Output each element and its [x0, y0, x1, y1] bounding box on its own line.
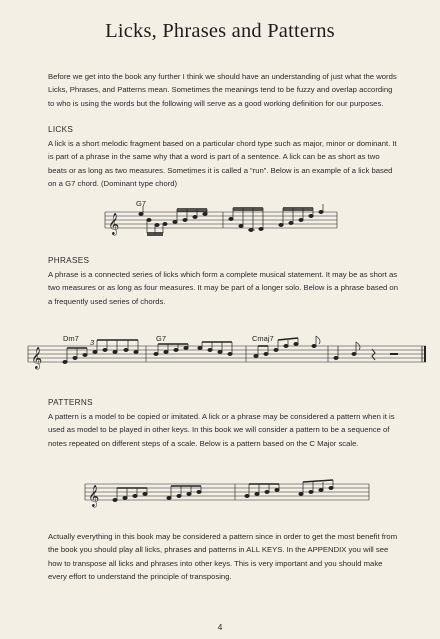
- treble-clef-icon: 𝄞: [108, 214, 120, 235]
- phrases-paragraph: A phrase is a connected series of licks which form a complete musical statement. It may be as short as two measures or as long as four measures. It may be part of a longer solo. Below is a phrase based on a frequently used series of chords.: [48, 270, 398, 306]
- chord-symbol-g7: G7: [156, 334, 167, 343]
- triplet-mark: 3: [90, 338, 95, 347]
- chord-symbol-g7: G7: [136, 199, 147, 208]
- treble-clef-icon: 𝄞: [88, 486, 100, 507]
- phrase-staff: [28, 332, 428, 380]
- licks-heading: LICKS: [48, 125, 74, 134]
- intro-paragraph: Before we get into the book any further I think we should have an understanding of just what the words Licks, Phrases, and Patterns mean. Sometimes the meanings tend to be fuzzy and overlap according to who is using the words but the following will serve as a good working definition for our purposes.: [48, 72, 397, 108]
- phrases-heading: PHRASES: [48, 256, 90, 265]
- pattern-staff: [85, 476, 375, 516]
- chord-symbol-cmaj7: Cmaj7: [252, 334, 274, 343]
- licks-paragraph: A lick is a short melodic fragment based on a particular chord type such as major, minor or dominant. It is part of a phrase in the same why that a word is part of a sentence. A lick can be as short as two beats or as long as two measures. Sometimes it is called a “run”. Below is an example of a lick based on a G7 chord. (Dominant type chord): [48, 139, 397, 188]
- patterns-paragraph: A pattern is a model to be copied or imitated. A lick or a phrase may be considered a pattern when it is used as model to be played in other keys. In this book we will consider a pattern to be a sequence of notes repeated on different steps of a scale. Below is a pattern based on the C Major scale.: [48, 412, 395, 448]
- patterns-heading: PATTERNS: [48, 398, 93, 407]
- chord-symbol-dm7: Dm7: [63, 334, 79, 343]
- lick-staff: [105, 196, 345, 246]
- treble-clef-icon: 𝄞: [31, 348, 43, 369]
- page-number: 4: [217, 622, 223, 632]
- page-title: Licks, Phrases and Patterns: [105, 20, 335, 42]
- closing-paragraph: Actually everything in this book may be considered a pattern since in order to get the most benefit from the book you should play all licks, phrases and patterns in ALL KEYS. In the APPENDIX you will see how to transpose all licks and phrases into other keys. This is very important and you should make every effort to understand the principle of transposing.: [48, 532, 398, 581]
